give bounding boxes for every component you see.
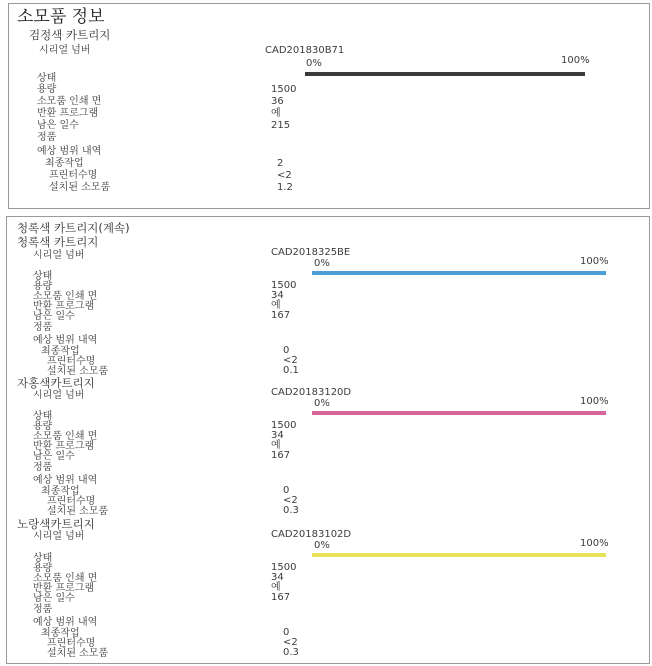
status-label: 상태 [37,73,57,84]
pages-printed-label: 소모품 인쇄 면 [33,573,98,584]
last-job-label: 최종작업 [41,628,80,639]
printer-life-value: <2 [283,495,298,506]
printer-life-label: 프린터수명 [47,356,96,367]
installed-supply-value: 1.2 [277,182,293,193]
bar-start-label: 0% [314,258,330,269]
serial-label: 시리얼 넘버 [33,390,85,401]
days-left-value: 167 [271,450,291,461]
estimated-range-label: 예상 범위 내역 [33,335,98,346]
return-program-value: 예 [271,582,281,593]
return-program-label: 반환 프로그램 [33,441,95,452]
bar-end-label: 100% [561,55,590,66]
return-program-value: 예 [271,440,281,451]
return-program-value: 예 [271,300,281,311]
bar-start-label: 0% [314,540,330,551]
bar-end-label: 100% [580,396,609,407]
serial-label: 시리얼 넘버 [39,45,91,56]
cartridge-name-cyan: 청록색 카트리지 [17,235,99,249]
serial-value: CAD20183102D [271,529,352,540]
pages-printed-value: 34 [271,290,284,301]
printer-life-label: 프린터수명 [49,170,98,181]
last-job-value: 0 [283,627,290,638]
cartridge-name-black: 검정색 카트리지 [29,28,111,42]
genuine-label: 정품 [37,132,57,143]
printer-life-label: 프린터수명 [47,496,96,507]
capacity-label: 용량 [37,84,57,95]
last-job-label: 최종작업 [41,346,80,357]
serial-label: 시리얼 넘버 [33,250,85,261]
days-left-value: 167 [271,592,291,603]
installed-supply-value: 0.1 [283,365,299,376]
capacity-value: 1500 [271,562,297,573]
level-bar-cyan [312,271,606,275]
last-job-label: 최종작업 [41,486,80,497]
status-label: 상태 [33,553,53,564]
installed-supply-label: 설치된 소모품 [47,648,109,659]
capacity-label: 용량 [33,421,53,432]
pages-printed-value: 36 [271,96,284,107]
genuine-label: 정품 [33,322,53,333]
level-fill-magenta [312,411,606,415]
level-bar-magenta [312,411,606,415]
serial-value: CAD2018325BE [271,247,351,258]
pages-printed-value: 34 [271,430,284,441]
level-fill-cyan [312,271,606,275]
capacity-label: 용량 [33,281,53,292]
printer-life-value: <2 [283,637,298,648]
genuine-label: 정품 [33,462,53,473]
estimated-range-label: 예상 범위 내역 [37,146,102,157]
pages-printed-label: 소모품 인쇄 면 [33,291,98,302]
days-left-label: 남은 일수 [33,311,75,322]
status-label: 상태 [33,271,53,282]
last-job-value: 2 [277,158,284,169]
installed-supply-value: 0.3 [283,505,299,516]
return-program-label: 반환 프로그램 [33,301,95,312]
printer-life-value: <2 [277,170,292,181]
cartridge-name-magenta: 자홍색카트리지 [17,376,95,390]
printer-life-label: 프린터수명 [47,638,96,649]
serial-value: CAD201830B71 [265,45,345,56]
level-bar-black [305,72,585,76]
bar-end-label: 100% [580,538,609,549]
last-job-value: 0 [283,485,290,496]
last-job-label: 최종작업 [45,158,84,169]
pages-printed-label: 소모품 인쇄 면 [37,96,102,107]
level-fill-yellow [312,553,606,557]
serial-label: 시리얼 넘버 [33,531,85,542]
printer-life-value: <2 [283,355,298,366]
level-bar-yellow [312,553,606,557]
capacity-value: 1500 [271,420,297,431]
pages-printed-value: 34 [271,572,284,583]
days-left-label: 남은 일수 [33,451,75,462]
capacity-label: 용량 [33,563,53,574]
last-job-value: 0 [283,345,290,356]
genuine-label: 정품 [33,604,53,615]
installed-supply-label: 설치된 소모품 [47,366,109,377]
capacity-value: 1500 [271,84,297,95]
days-left-value: 215 [271,120,291,131]
pages-printed-label: 소모품 인쇄 면 [33,431,98,442]
level-fill-black [305,72,585,76]
continued-title: 청록색 카트리지(계속) [17,221,130,235]
supplies-panel-bottom [6,216,650,664]
installed-supply-value: 0.3 [283,647,299,658]
installed-supply-label: 설치된 소모품 [47,506,109,517]
installed-supply-label: 설치된 소모품 [49,182,111,193]
bar-start-label: 0% [314,398,330,409]
page-title: 소모품 정보 [17,7,105,27]
estimated-range-label: 예상 범위 내역 [33,475,98,486]
return-program-label: 반환 프로그램 [37,108,99,119]
capacity-value: 1500 [271,280,297,291]
bar-start-label: 0% [306,58,322,69]
days-left-value: 167 [271,310,291,321]
bar-end-label: 100% [580,256,609,267]
days-left-label: 남은 일수 [33,593,75,604]
status-label: 상태 [33,411,53,422]
return-program-value: 예 [271,108,281,119]
days-left-label: 남은 일수 [37,120,79,131]
serial-value: CAD20183120D [271,387,352,398]
supplies-panel-top [8,3,650,209]
cartridge-name-yellow: 노랑색카트리지 [17,517,95,531]
return-program-label: 반환 프로그램 [33,583,95,594]
estimated-range-label: 예상 범위 내역 [33,617,98,628]
